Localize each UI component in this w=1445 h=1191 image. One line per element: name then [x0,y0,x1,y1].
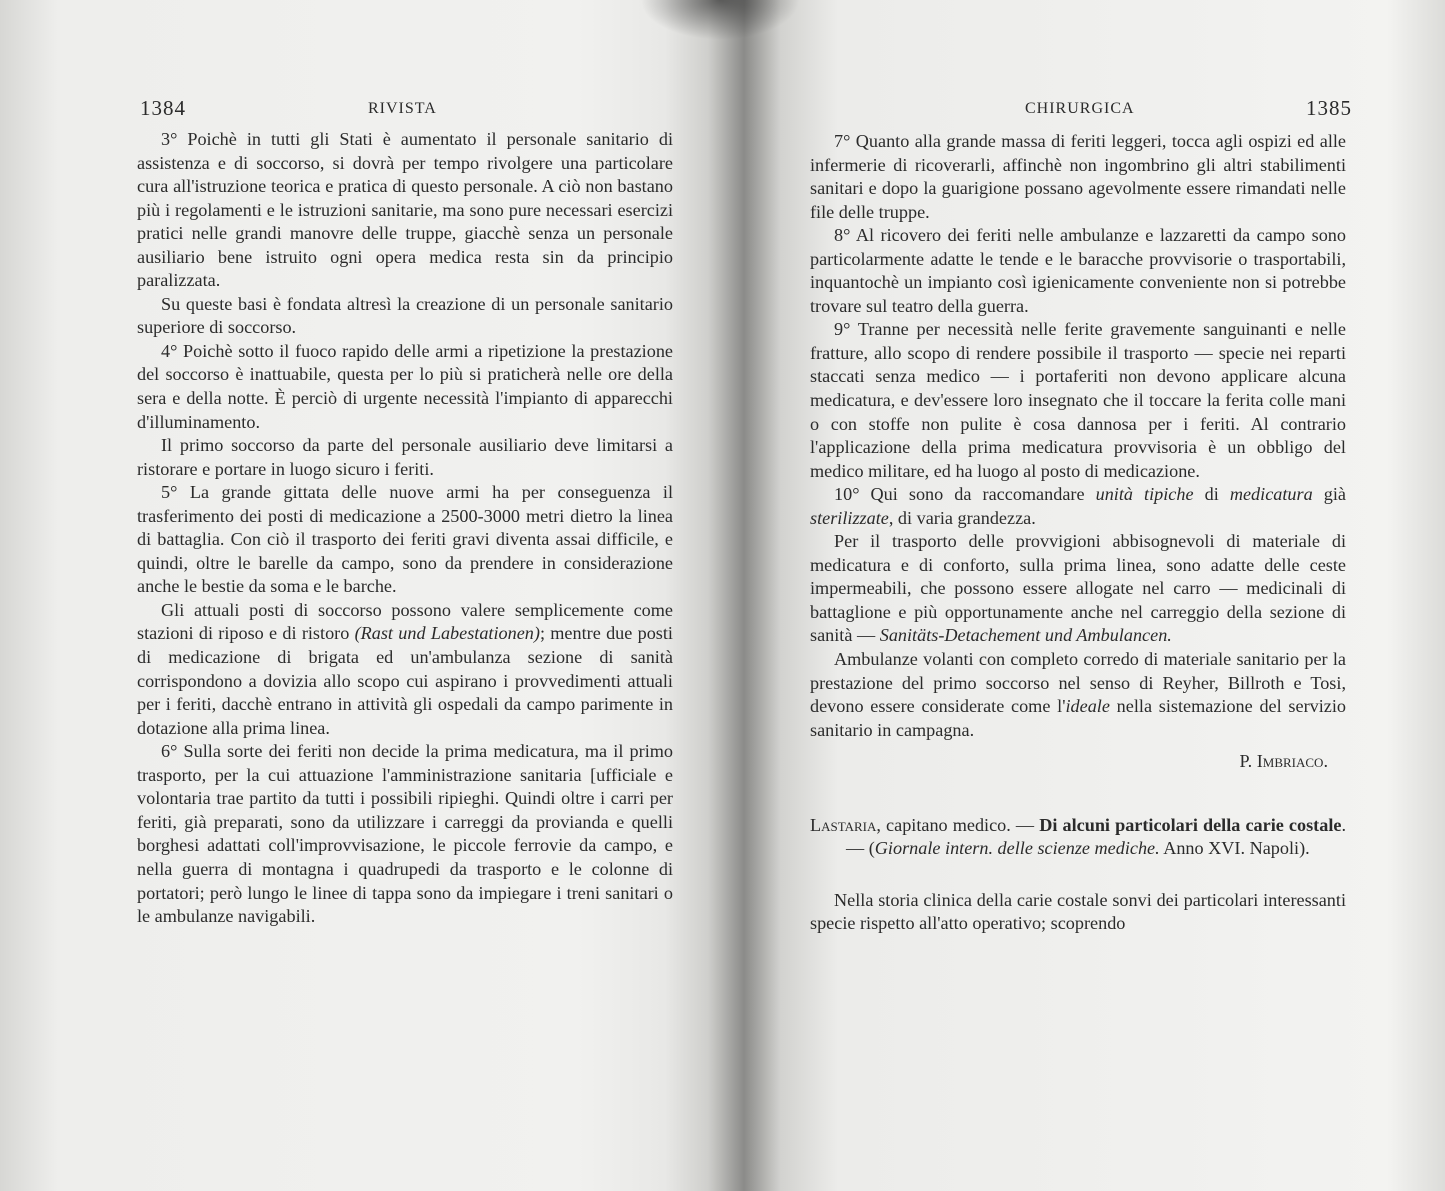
review-journal: Giornale intern. delle scienze mediche. [874,838,1160,859]
right-running-head: CHIRURGICA [1025,100,1135,117]
paragraph: 10° Qui sono da raccomandare unità tipiche di medicatura già sterilizzate, di varia grandezza. [810,484,1346,528]
paragraph: 4° Poichè sotto il fuoco rapido delle armi a ripetizione la prestazione del soccorso è inattuabile, questa per lo più si praticherà nelle ore della sera e della notte. È perciò di urgente necessità l'impianto di apparecchi d'illuminamento. [137,340,673,432]
paragraph: 8° Al ricovero dei feriti nelle ambulanze e lazzaretti da campo sono particolarmente adatte le tende e le baracche provvisorie o trasportabili, inquantochè un impianto così igienicamente conveniente non si potrebbe trovare sul teatro della guerra. [810,225,1346,316]
paragraph: 9° Tranne per necessità nelle ferite gravemente sanguinanti e nelle fratture, allo scopo di rendere possibile il trasporto — specie nei reparti staccati senza medico — i portaferiti non devono applicare alcuna medicatura, e dev'essere loro insegnato che il toccare la ferita colle mani o con stoffe non pulite è cosa dannosa per i feriti. Al contrario l'applicazione della prima medicatura provvisoria è un obbligo del medico militare, ed ha luogo al posto di medicazione. [810,319,1346,481]
left-header [140,96,670,121]
paragraph: Nella storia clinica della carie costale sonvi dei particolari interessanti specie rispetto all'atto operativo; scoprendo [810,889,1346,934]
paragraph: 5° La grande gittata delle nuove armi ha per conseguenza il trasferimento dei posti di medicazione a 2500-3000 metri dietro la linea di battaglia. Con ciò il trasporto dei feriti gravi diventa assai difficile, e quindi, oltre le barelle da campo, sono da prendere in considerazione anche le bestie da soma e le barche. [137,482,673,597]
paragraph: Per il trasporto delle provvigioni abbisognevoli di materiale di medicatura e di conforto, sulla prima linea, sono adatte delle ceste impermeabili, che possono essere allogate nel carro — medicinali di battaglione e più opportunamente anche nel carreggio della sezione di sanità — Sanitäts-Detachement und Ambulancen. [810,531,1346,646]
review-author: Lastaria [810,814,877,835]
right-page-number: 1385 [1306,96,1352,120]
paragraph: 6° Sulla sorte dei feriti non decide la prima medicatura, ma il primo trasporto, per la cui attuazione l'amministrazione sanitaria [ufficiale e volontaria trae partito da tutti i possibili ripieghi. Quindi oltre i carri per feriti, già preparati, sono da utilizzare i carreggi da provianda e quelli borghesi adattati coll'improvvisazione, le piccole ferrovie da campo, e nella guerra di montagna i quadrupedi da trasporto e le colonne di portatori; però lungo le linee di tappa sono da impiegare i treni sanitari o le ambulanze navigabili. [137,741,673,927]
left-body-text [137,128,673,929]
left-page-number: 1384 [140,96,186,120]
review-title: Di alcuni particolari della carie costale [1039,814,1342,835]
right-body-text [810,130,1346,936]
paragraph: 7° Quanto alla grande massa di feriti leggeri, tocca agli ospizi ed alle infermerie di ricoverarli, affinchè non ingombrino gli altri stabilimenti sanitari e dopo la guarigione possano agevolmente essere rimandati nelle file delle truppe. [810,131,1346,222]
paragraph: Ambulanze volanti con completo corredo di materiale sanitario per la prestazione del primo soccorso nel senso di Reyher, Billroth e Tosi, devono essere considerate come l'ideale nella sistemazione del servizio sanitario in campagna. [810,649,1346,740]
right-page [760,0,1445,1191]
paragraph: Il primo soccorso da parte del personale ausiliario deve limitarsi a ristorare e portare in luogo sicuro i feriti. [137,435,673,479]
paragraph: Gli attuali posti di soccorso possono valere semplicemente come stazioni di riposo e di ristoro (Rast und Labestationen); mentre due posti di medicazione di brigata ed un'ambulanza sezione di sanità corrispondono a dovizia allo scopo cui aspirano i provvedimenti attuali per i feriti, dacchè entrano in attività gli ospedali da campo parimente in dotazione alla prima linea. [137,599,673,738]
review-citation: Lastaria, capitano medico. — Di alcuni particolari della carie costale. — (Giornale intern. delle scienze mediche. Anno XVI. Napoli). [810,814,1347,859]
paragraph: Su queste basi è fondata altresì la creazione di un personale sanitario superiore di soccorso. [137,293,673,338]
paragraph: 3° Poichè in tutti gli Stati è aumentato il personale sanitario di assistenza e di soccorso, si dovrà per tempo rivolgere una particolare cura all'istruzione teorica e pratica di questo personale. A ciò non bastano più i regolamenti e le istruzioni sanitarie, ma sono pure necessari esercizi pratici nelle grandi manovre delle truppe, giacchè senza un personale ausiliario bene istruito ogni opera medica resta sin da principio paralizzata. [137,129,673,291]
left-running-head: RIVISTA [368,100,437,117]
signature: P. Imbriaco. [1239,751,1328,772]
